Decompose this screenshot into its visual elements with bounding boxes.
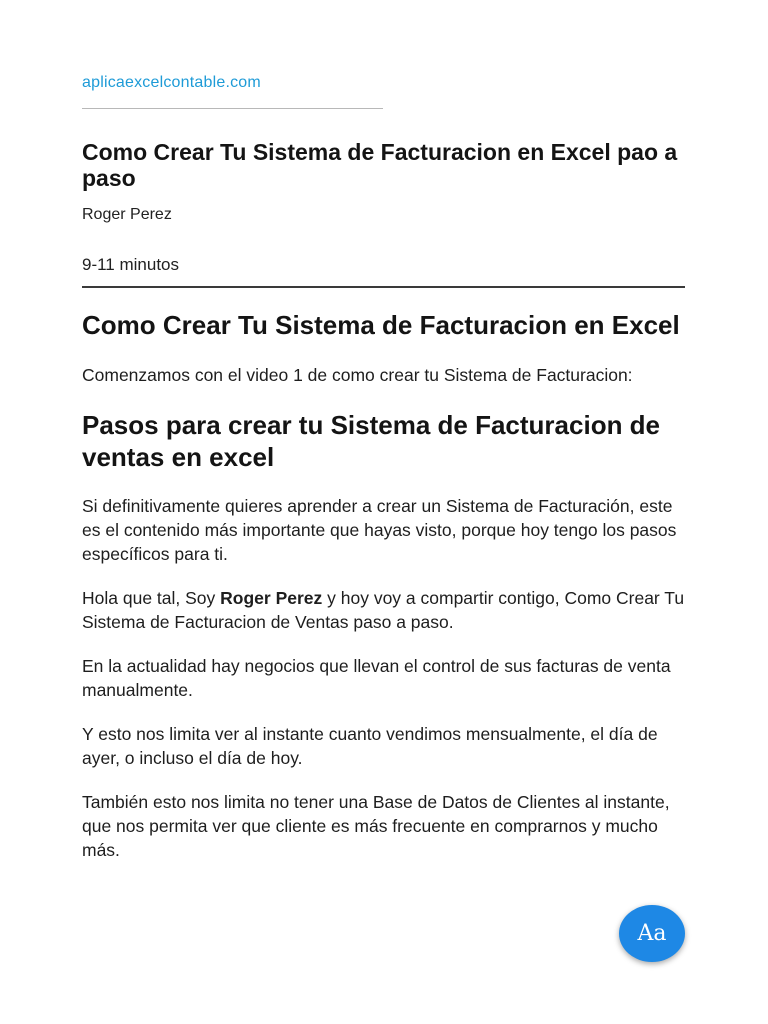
paragraph-aprender: Si definitivamente quieres aprender a crear un Sistema de Facturación, este es el contenido más importante que hayas visto, porque hoy tengo los pasos específicos para ti. xyxy=(82,496,677,564)
author-name-bold: Roger Perez xyxy=(220,588,323,608)
article-author: Roger Perez xyxy=(82,206,172,223)
article-title: Como Crear Tu Sistema de Facturacion en Excel pao a paso xyxy=(82,139,678,191)
article xyxy=(82,0,685,862)
text-size-button[interactable] xyxy=(619,905,685,962)
meta-divider xyxy=(82,286,685,288)
paragraph-video-intro: Comenzamos con el video 1 de como crear tu Sistema de Facturacion: xyxy=(82,365,633,385)
text-size-icon: Aa xyxy=(637,921,667,946)
heading-pasos: Pasos para crear tu Sistema de Facturacion de ventas en excel xyxy=(82,410,661,472)
heading-sistema-facturacion: Como Crear Tu Sistema de Facturacion en Excel xyxy=(82,310,680,340)
paragraph-presentacion-prefix: Hola que tal, Soy xyxy=(82,588,221,608)
paragraph-limita-clientes: También esto nos limita no tener una Base de Datos de Clientes al instante, que nos permita ver que cliente es más frecuente en comprarnos y mucho más. xyxy=(82,792,670,860)
source-link[interactable]: aplicaexcelcontable.com xyxy=(82,74,261,91)
paragraph-presentacion xyxy=(82,586,685,634)
paragraph-presentacion-suffix: y hoy voy a compartir contigo, Como Crear Tu Sistema de Facturacion de Ventas paso a paso. xyxy=(82,588,685,632)
source-divider xyxy=(82,108,383,109)
paragraph-actualidad: En la actualidad hay negocios que llevan el control de sus facturas de venta manualmente. xyxy=(82,656,671,700)
read-time: 9-11 minutos xyxy=(82,255,180,274)
paragraph-limita-ventas: Y esto nos limita ver al instante cuanto vendimos mensualmente, el día de ayer, o incluso el día de hoy. xyxy=(82,724,658,768)
